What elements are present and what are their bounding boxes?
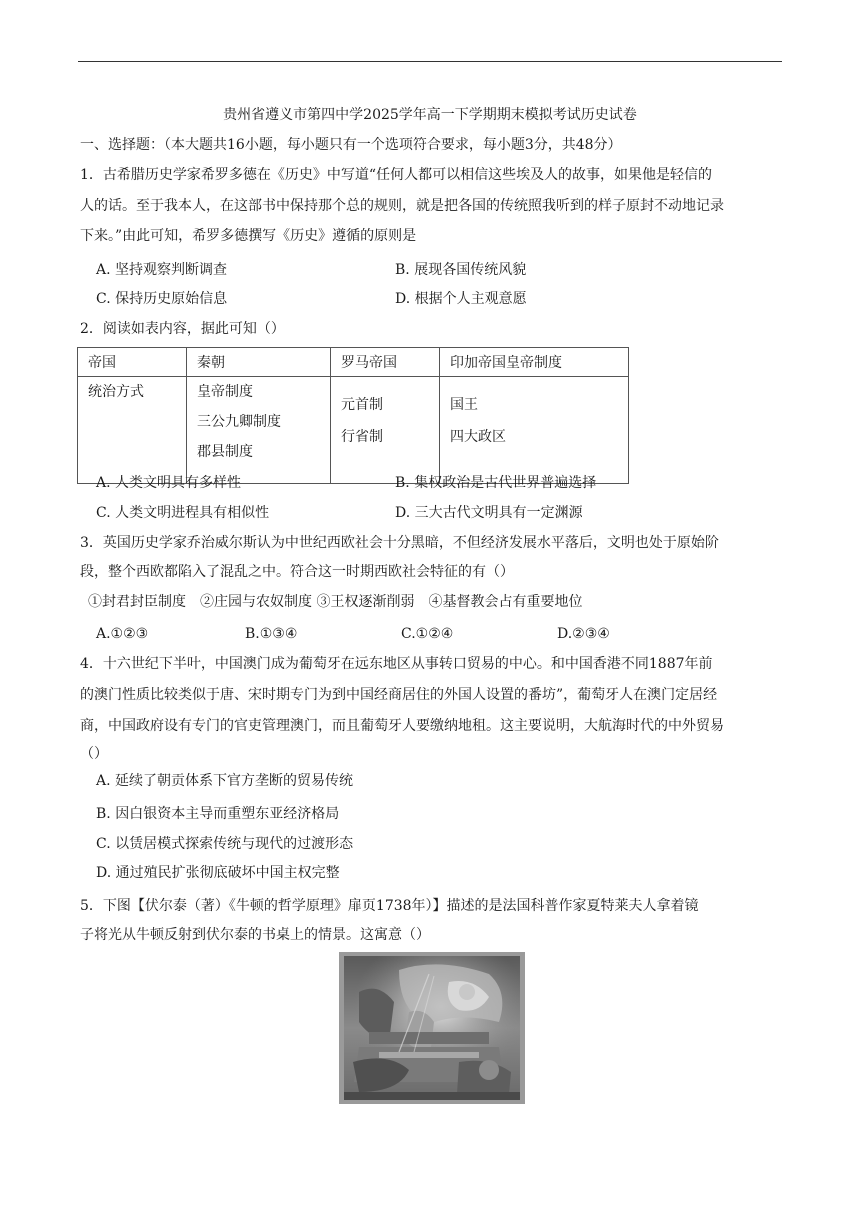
q1-option-d[interactable]: D. 根据个人主观意愿 [395, 291, 527, 307]
frontispiece-engraving-image [339, 952, 525, 1104]
q5-line-1: 5．下图【伏尔泰（著）《牛顿的哲学原理》扉页1738年）】描述的是法国科普作家夏特莱夫人拿着镜 [80, 898, 699, 914]
q5-line-2: 子将光从牛顿反射到伏尔泰的书桌上的情景。这寓意（） [80, 927, 430, 943]
q4-line-3: 商，中国政府设有专门的官吏管理澳门，而且葡萄牙人要缴纳地租。这主要说明，大航海时代的中外贸易 [80, 718, 724, 734]
q2-stem: 2．阅读如表内容，据此可知（） [80, 321, 285, 337]
q2-option-b[interactable]: B. 集权政治是古代世界普遍选择 [395, 475, 597, 491]
q3-line-1: 3．英国历史学家乔治威尔斯认为中世纪西欧社会十分黑暗，不但经济发展水平落后，文明也处于原始阶 [80, 535, 719, 551]
table-row-label: 统治方式 [78, 377, 187, 484]
q2-option-d[interactable]: D. 三大古代文明具有一定渊源 [395, 505, 583, 521]
q3-option-c[interactable]: C.①②④ [401, 626, 454, 642]
inca-item: 四大政区 [450, 429, 506, 445]
comparison-table [77, 347, 629, 484]
inca-item: 国王 [450, 397, 478, 413]
table-cell-inca [440, 377, 629, 484]
header-rule [78, 61, 782, 62]
q4-option-a[interactable]: A. 延续了朝贡体系下官方垄断的贸易传统 [96, 773, 354, 789]
q1-option-c[interactable]: C. 保持历史原始信息 [96, 291, 228, 307]
table-header-empire: 帝国 [78, 348, 187, 377]
qin-item: 郡县制度 [197, 444, 253, 460]
table-header-qin: 秦朝 [187, 348, 331, 377]
table-header-inca: 印加帝国皇帝制度 [440, 348, 629, 377]
q4-option-d[interactable]: D. 通过殖民扩张彻底破坏中国主权完整 [96, 865, 340, 881]
q3-option-d[interactable]: D.②③④ [557, 626, 610, 642]
section-heading: 一、选择题：（本大题共16小题，每小题只有一个选项符合要求，每小题3分，共48分） [80, 137, 622, 153]
q1-line-2: 人的话。至于我本人，在这部书中保持那个总的规则，就是把各国的传统照我听到的样子原封不动地记录 [80, 198, 724, 214]
q3-items: ①封君封臣制度 ②庄园与农奴制度 ③王权逐渐削弱 ④基督教会占有重要地位 [88, 594, 583, 610]
q1-option-a[interactable]: A. 坚持观察判断调查 [96, 262, 228, 278]
exam-title: 贵州省遵义市第四中学2025学年高一下学期期末模拟考试历史试卷 [223, 107, 637, 123]
q4-line-2: 的澳门性质比较类似于唐、宋时期专门为到中国经商居住的外国人设置的番坊”，葡萄牙人在澳门定居经 [80, 687, 718, 703]
q2-option-c[interactable]: C. 人类文明进程具有相似性 [96, 505, 270, 521]
rome-item: 行省制 [341, 429, 383, 445]
table-cell-rome [331, 377, 440, 484]
rome-item: 元首制 [341, 397, 383, 413]
q1-line-3: 下来。”由此可知，希罗多德撰写《历史》遵循的原则是 [80, 228, 417, 244]
q3-line-2: 段，整个西欧都陷入了混乱之中。符合这一时期西欧社会特征的有（） [80, 564, 514, 580]
q1-option-b[interactable]: B. 展现各国传统风貌 [395, 262, 527, 278]
q2-option-a[interactable]: A. 人类文明具有多样性 [96, 475, 242, 491]
q4-option-b[interactable]: B. 因白银资本主导而重塑东亚经济格局 [96, 806, 340, 822]
q4-line-1: 4．十六世纪下半叶，中国澳门成为葡萄牙在远东地区从事转口贸易的中心。和中国香港不同1887年前 [80, 656, 713, 672]
table-cell-qin [187, 377, 331, 484]
qin-item: 三公九卿制度 [197, 414, 281, 430]
q3-option-a[interactable]: A.①②③ [96, 626, 149, 642]
q1-line-1: 1．古希腊历史学家希罗多德在《历史》中写道“任何人都可以相信这些埃及人的故事，如果他是轻信的 [80, 167, 713, 183]
q4-option-c[interactable]: C. 以赁居模式探索传统与现代的过渡形态 [96, 836, 354, 852]
q4-line-4: （） [80, 746, 108, 762]
q3-option-b[interactable]: B.①③④ [245, 626, 298, 642]
table-header-rome: 罗马帝国 [331, 348, 440, 377]
qin-item: 皇帝制度 [197, 384, 253, 400]
